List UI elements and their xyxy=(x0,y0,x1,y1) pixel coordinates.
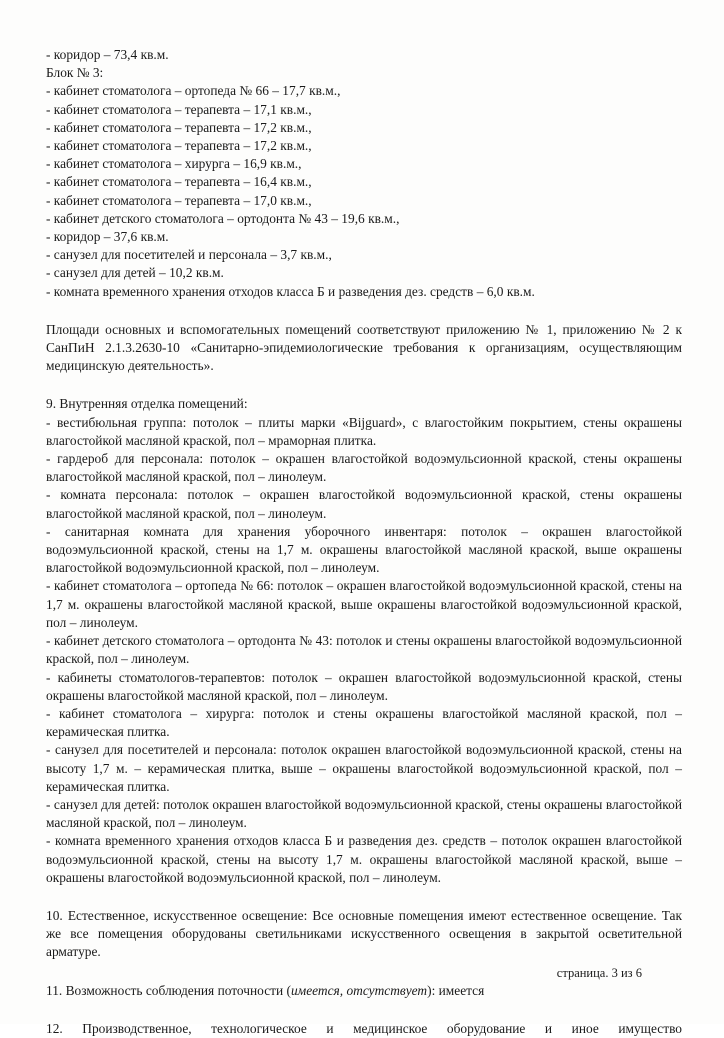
corridor-line: - коридор – 73,4 кв.м. xyxy=(46,47,169,62)
section9-list xyxy=(46,414,682,887)
finish-item: - санитарная комната для хранения уборочного инвентаря: потолок – окрашен влагостойкой водоэмульсионной краской, стены на 1,7 м. окрашены влагостойкой масляной краской, выше окрашены влагостойкой водоэмульсионной краской, пол – линолеум. xyxy=(46,523,682,576)
block3-item: - коридор – 37,6 кв.м. xyxy=(46,229,169,245)
section9-title: 9. Внутренняя отделка помещений: xyxy=(46,396,248,412)
block3-list xyxy=(46,82,682,300)
section12-paragraph: 12. Производственное, технологическое и медицинское оборудование и иное имущество xyxy=(46,1020,682,1036)
section11-prefix: 11. Возможность соблюдения поточности ( xyxy=(46,982,291,998)
block3-item: - санузел для детей – 10,2 кв.м. xyxy=(46,265,224,281)
block3-item: - санузел для посетителей и персонала – 3,7 кв.м., xyxy=(46,247,332,263)
finish-item: - кабинет стоматолога – ортопеда № 66: потолок – окрашен влагостойкой водоэмульсионной краской, стены на 1,7 м. окрашены влагостойкой масляной краской, выше окрашены влагостойкой водоэмульсионной краской, пол – линолеум. xyxy=(46,578,682,630)
finish-item: - кабинеты стоматологов-терапевтов: потолок – окрашен влагостойкой водоэмульсионной краской, стены окрашены влагостойкой масляной краской, пол – линолеум. xyxy=(46,669,682,703)
page-number: страница. 3 из 6 xyxy=(556,966,642,980)
finish-item: - санузел для посетителей и персонала: потолок окрашен влагостойкой водоэмульсионной краской, стены на высоту 1,7 м. – керамическая плитка, выше – окрашены влагостойкой водоэмульсионной краской, пол – керамическая плитка. xyxy=(46,742,682,794)
block3-title: Блок № 3: xyxy=(46,65,104,81)
finish-item: - комната временного хранения отходов класса Б и разведения дез. средств – потолок окрашен влагостойкой водоэмульсионной краской, стены на высоту 1,7 м. окрашены влагостойкой масляной краской, выше – окрашены влагостойкой водоэмульсионной краской, пол – линолеум. xyxy=(46,833,682,885)
section11-value: ): имеется xyxy=(427,982,485,998)
finish-item: - вестибюльная группа: потолок – плиты марки «Bijguard», с влагостойким покрытием, стены окрашены влагостойкой масляной краской, пол – мраморная плитка. xyxy=(46,414,682,448)
section11-options: имеется, отсутствует xyxy=(290,982,428,998)
block3-item: - кабинет стоматолога – терапевта – 16,4 кв.м., xyxy=(46,174,312,190)
block3-item: - кабинет стоматолога – ортопеда № 66 – 17,7 кв.м., xyxy=(46,83,341,99)
finish-item: - кабинет стоматолога – хирурга: потолок и стены окрашены влагостойкой масляной краской, пол – керамическая плитка. xyxy=(46,705,682,740)
finish-item: - санузел для детей: потолок окрашен влагостойкой водоэмульсионной краской, стены окрашены влагостойкой масляной краской, пол – линолеум. xyxy=(46,796,682,831)
block3-item: - кабинет стоматолога – хирурга – 16,9 кв.м., xyxy=(46,156,302,172)
finish-item: - комната персонала: потолок – окрашен влагостойкой водоэмульсионной краской, стены окрашены влагостойкой масляной краской, пол – линолеум. xyxy=(46,487,682,521)
section11-paragraph xyxy=(46,982,682,1000)
block3-item: - комната временного хранения отходов класса Б и разведения дез. средств – 6,0 кв.м. xyxy=(46,283,535,299)
block3-item: - кабинет стоматолога – терапевта – 17,2 кв.м., xyxy=(46,138,312,154)
section10-paragraph: 10. Естественное, искусственное освещение: Все основные помещения имеют естественное освещение. Так же все помещения оборудованы светильниками искусственного освещения в закрытой осветительной арматуре. xyxy=(46,907,682,960)
finish-item: - кабинет детского стоматолога – ортодонта № 43: потолок и стены окрашены влагостойкой водоэмульсионной краской, пол – линолеум. xyxy=(46,633,682,667)
block3-item: - кабинет детского стоматолога – ортодонта № 43 – 19,6 кв.м., xyxy=(46,210,400,226)
finish-item: - гардероб для персонала: потолок – окрашен влагостойкой водоэмульсионной краской, стены окрашены влагостойкой масляной краской, пол – линолеум. xyxy=(46,451,682,485)
document-body xyxy=(46,46,682,1038)
block3-item: - кабинет стоматолога – терапевта – 17,1 кв.м., xyxy=(46,101,312,117)
areas-note-paragraph: Площади основных и вспомогательных помещений соответствуют приложению № 1, приложению № 2 к СанПиН 2.1.3.2630-10 «Санитарно-эпидемиологические требования к организациям, осуществляющим медицинскую деятельность». xyxy=(46,321,682,374)
block3-item: - кабинет стоматолога – терапевта – 17,2 кв.м., xyxy=(46,119,312,135)
block3-item: - кабинет стоматолога – терапевта – 17,0 кв.м., xyxy=(46,192,312,208)
